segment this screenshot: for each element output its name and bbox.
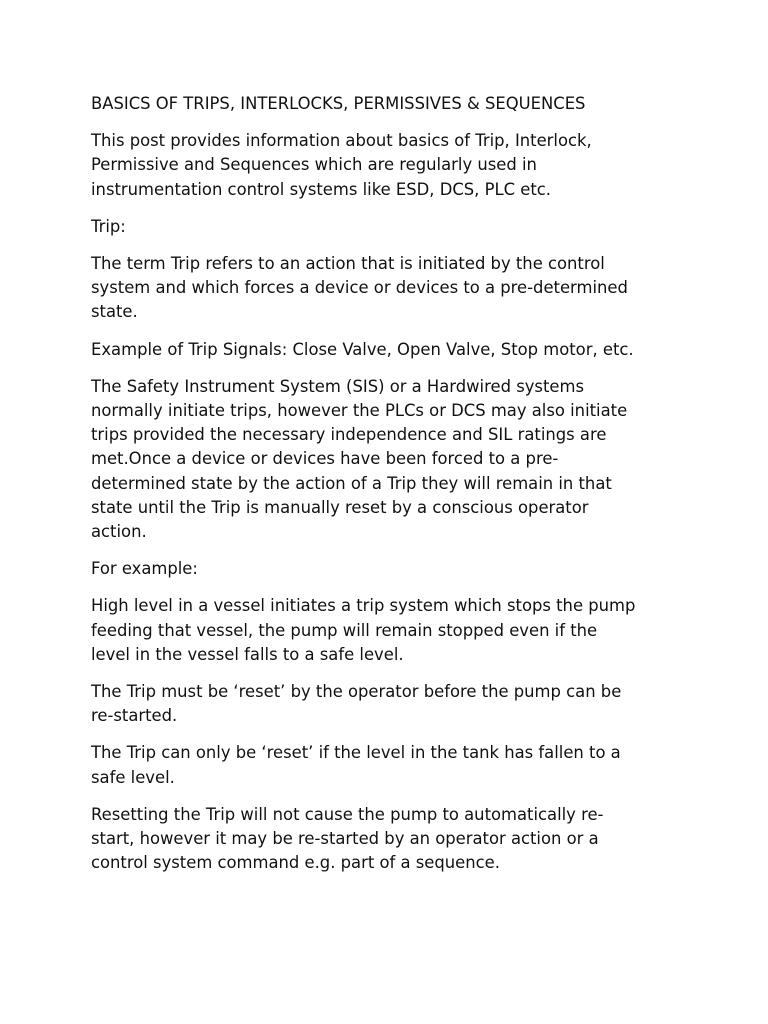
paragraph-line: safe level. xyxy=(91,767,175,787)
sis-paragraph xyxy=(91,375,691,544)
reset-operator-paragraph xyxy=(91,680,691,728)
intro-paragraph xyxy=(91,129,691,202)
paragraph-line: The Safety Instrument System (SIS) or a Hardwired systems xyxy=(91,376,584,396)
document-title-text: BASICS OF TRIPS, INTERLOCKS, PERMISSIVES & SEQUENCES xyxy=(91,94,586,113)
paragraph-line: feeding that vessel, the pump will remain stopped even if the xyxy=(91,620,598,640)
reset-condition-paragraph xyxy=(91,741,691,789)
paragraph-line: instrumentation control systems like ESD, DCS, PLC etc. xyxy=(91,179,551,199)
paragraph-line: start, however it may be re-started by an operator action or a xyxy=(91,829,599,849)
paragraph-line: level in the vessel falls to a safe level. xyxy=(91,644,404,664)
paragraph-line: The Trip must be ‘reset’ by the operator before the pump can be xyxy=(91,682,622,702)
paragraph-line: met.Once a device or devices have been forced to a pre- xyxy=(91,449,559,469)
trip-definition-paragraph xyxy=(91,252,691,325)
high-level-paragraph xyxy=(91,594,691,667)
paragraph-line: High level in a vessel initiates a trip system which stops the pump xyxy=(91,596,636,616)
paragraph-line: For example: xyxy=(91,559,198,579)
paragraph-line: state. xyxy=(91,302,138,322)
trip-heading xyxy=(91,215,691,239)
paragraph-line: normally initiate trips, however the PLCs or DCS may also initiate xyxy=(91,401,628,421)
paragraph-line: Resetting the Trip will not cause the pump to automatically re- xyxy=(91,804,604,824)
paragraph-line: action. xyxy=(91,522,147,542)
document-page xyxy=(91,92,691,888)
paragraph-line: The term Trip refers to an action that is initiated by the control xyxy=(91,254,605,274)
paragraph-line: Permissive and Sequences which are regularly used in xyxy=(91,155,537,175)
paragraph-line: control system command e.g. part of a sequence. xyxy=(91,853,500,873)
paragraph-line: Trip: xyxy=(91,216,126,236)
document-title xyxy=(91,92,691,116)
example-heading xyxy=(91,557,691,581)
trip-signals-paragraph xyxy=(91,338,691,362)
paragraph-line: re-started. xyxy=(91,706,178,726)
paragraph-line: Example of Trip Signals: Close Valve, Open Valve, Stop motor, etc. xyxy=(91,339,634,359)
paragraph-line: system and which forces a device or devices to a pre-determined xyxy=(91,278,628,298)
resetting-paragraph xyxy=(91,803,691,876)
paragraph-line: The Trip can only be ‘reset’ if the level in the tank has fallen to a xyxy=(91,743,621,763)
paragraph-line: This post provides information about basics of Trip, Interlock, xyxy=(91,131,592,151)
paragraph-line: state until the Trip is manually reset by a conscious operator xyxy=(91,497,589,517)
paragraph-line: trips provided the necessary independence and SIL ratings are xyxy=(91,425,607,445)
paragraph-line: determined state by the action of a Trip they will remain in that xyxy=(91,473,612,493)
